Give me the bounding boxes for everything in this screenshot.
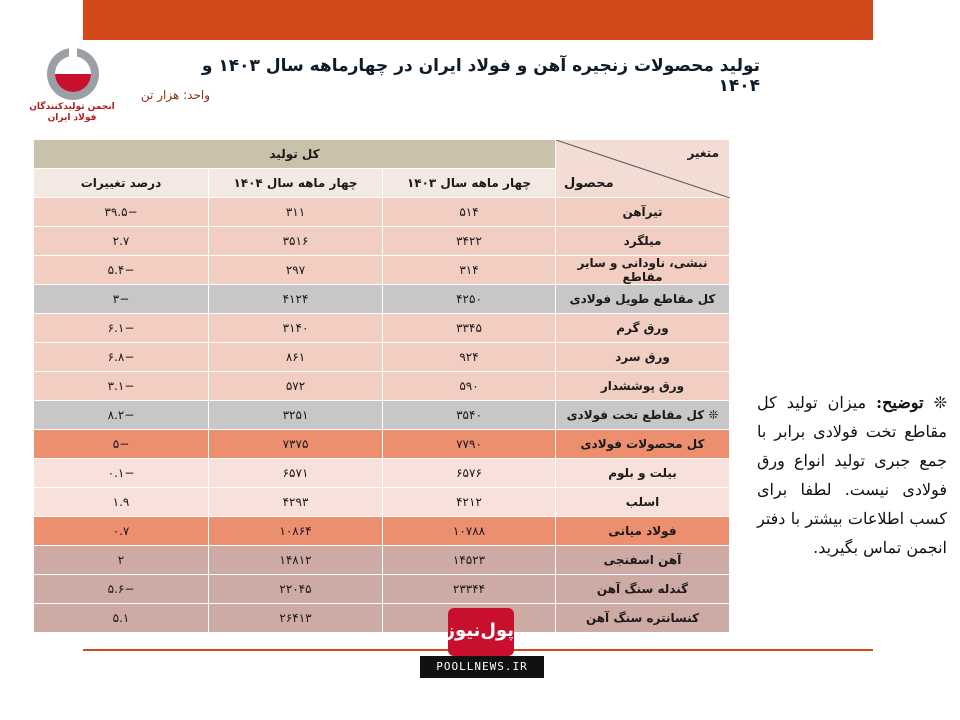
row-product-name: ورق سرد bbox=[556, 343, 730, 372]
table-row bbox=[34, 546, 730, 575]
row-product-name: ورق گرم bbox=[556, 314, 730, 343]
row-product-name: کنسانتره سنگ آهن bbox=[556, 604, 730, 633]
explanation-note bbox=[757, 388, 947, 562]
table-row bbox=[34, 604, 730, 633]
row-value-1403: ۴۲۵۰ bbox=[383, 285, 556, 314]
row-value-1403: ۲۳۳۴۴ bbox=[383, 575, 556, 604]
table-row bbox=[34, 198, 730, 227]
row-change-percent: ۲ bbox=[34, 546, 209, 575]
row-product-name: بیلت و بلوم bbox=[556, 459, 730, 488]
row-product-name: فولاد میانی bbox=[556, 517, 730, 546]
row-product-name: ورق پوششدار bbox=[556, 372, 730, 401]
row-value-1404: ۲۶۴۱۳ bbox=[209, 604, 383, 633]
row-change-percent: −۰.۱ bbox=[34, 459, 209, 488]
column-header-1403: چهار ماهه سال ۱۴۰۳ bbox=[383, 169, 556, 198]
row-value-1404: ۲۲۰۴۵ bbox=[209, 575, 383, 604]
row-product-name: کل مقاطع طویل فولادی bbox=[556, 285, 730, 314]
row-value-1404: ۱۰۸۶۴ bbox=[209, 517, 383, 546]
row-change-percent: −۵.۴ bbox=[34, 256, 209, 285]
table-row bbox=[34, 517, 730, 546]
row-change-percent: −۳.۱ bbox=[34, 372, 209, 401]
row-change-percent: −۶.۱ bbox=[34, 314, 209, 343]
watermark-url: POOLLNEWS.IR bbox=[420, 656, 544, 678]
unit-label: واحد: هزار تن bbox=[140, 88, 210, 102]
row-product-name: تیرآهن bbox=[556, 198, 730, 227]
row-value-1403: ۳۴۲۲ bbox=[383, 227, 556, 256]
column-header-change: درصد تغییرات bbox=[34, 169, 209, 198]
row-value-1404: ۴۲۹۳ bbox=[209, 488, 383, 517]
row-value-1403: ۱۰۷۸۸ bbox=[383, 517, 556, 546]
row-value-1403: ۳۵۴۰ bbox=[383, 401, 556, 430]
note-heading: توضیح: bbox=[876, 393, 924, 412]
column-header-1404: چهار ماهه سال ۱۴۰۴ bbox=[209, 169, 383, 198]
table-row bbox=[34, 459, 730, 488]
page-title: تولید محصولات زنجیره آهن و فولاد ایران در چهارماهه سال ۱۴۰۳ و ۱۴۰۴ bbox=[201, 56, 760, 96]
row-value-1404: ۱۴۸۱۲ bbox=[209, 546, 383, 575]
top-accent-bar bbox=[83, 0, 873, 40]
row-product-name: اسلب bbox=[556, 488, 730, 517]
row-value-1403: ۴۲۱۲ bbox=[383, 488, 556, 517]
row-product-name: ❊ کل مقاطع تخت فولادی bbox=[556, 401, 730, 430]
row-value-1403: ۵۱۴ bbox=[383, 198, 556, 227]
row-change-percent: −۵ bbox=[34, 430, 209, 459]
corner-variable-label: متغیر bbox=[687, 146, 719, 160]
total-production-header: کل تولید bbox=[34, 140, 556, 169]
row-value-1404: ۳۵۱۶ bbox=[209, 227, 383, 256]
table-corner-cell bbox=[556, 140, 730, 198]
row-value-1403: ۱۴۵۲۳ bbox=[383, 546, 556, 575]
row-value-1403: ۳۳۴۵ bbox=[383, 314, 556, 343]
row-value-1403: ۶۵۷۶ bbox=[383, 459, 556, 488]
row-change-percent: −۵.۶ bbox=[34, 575, 209, 604]
row-change-percent: ۲.۷ bbox=[34, 227, 209, 256]
table-row bbox=[34, 285, 730, 314]
row-value-1404: ۴۱۲۴ bbox=[209, 285, 383, 314]
table-row bbox=[34, 430, 730, 459]
row-value-1403: ۵۹۰ bbox=[383, 372, 556, 401]
row-value-1403: ۳۱۴ bbox=[383, 256, 556, 285]
logo-emblem-icon bbox=[28, 44, 118, 106]
row-value-1403: ۹۲۴ bbox=[383, 343, 556, 372]
row-value-1404: ۲۹۷ bbox=[209, 256, 383, 285]
table-row bbox=[34, 256, 730, 285]
row-value-1404: ۸۶۱ bbox=[209, 343, 383, 372]
table-row bbox=[34, 575, 730, 604]
production-table bbox=[33, 139, 730, 633]
row-change-percent: ۵.۱ bbox=[34, 604, 209, 633]
row-value-1404: ۶۵۷۱ bbox=[209, 459, 383, 488]
row-value-1404: ۷۳۷۵ bbox=[209, 430, 383, 459]
row-change-percent: −۸.۲ bbox=[34, 401, 209, 430]
row-change-percent: ۱.۹ bbox=[34, 488, 209, 517]
row-product-name: میلگرد bbox=[556, 227, 730, 256]
table-row bbox=[34, 401, 730, 430]
note-marker: ❊ bbox=[933, 393, 947, 412]
table-row bbox=[34, 314, 730, 343]
row-value-1404: ۳۲۵۱ bbox=[209, 401, 383, 430]
note-text: میزان تولید کل مقاطع تخت فولادی برابر با جمع جبری تولید انواع ورق فولادی نیست. لطفا برای کسب اطلاعات بیشتر با دفتر انجمن تماس بگیرید. bbox=[757, 393, 947, 557]
row-product-name: کل محصولات فولادی bbox=[556, 430, 730, 459]
row-value-1404: ۳۱۴۰ bbox=[209, 314, 383, 343]
corner-product-label: محصول bbox=[564, 176, 614, 191]
row-value-1403: ۷۷۹۰ bbox=[383, 430, 556, 459]
row-product-name: گندله سنگ آهن bbox=[556, 575, 730, 604]
row-change-percent: −۶.۸ bbox=[34, 343, 209, 372]
row-change-percent: −۳۹.۵ bbox=[34, 198, 209, 227]
row-product-name: نبشی، ناودانی و سایر مقاطع bbox=[556, 256, 730, 285]
table-row bbox=[34, 488, 730, 517]
row-change-percent: −۳ bbox=[34, 285, 209, 314]
row-product-name: آهن اسفنجی bbox=[556, 546, 730, 575]
table-row bbox=[34, 372, 730, 401]
watermark-logo: پول‌نیوز bbox=[448, 608, 514, 656]
table-row bbox=[34, 343, 730, 372]
logo-caption: انجمن تولیدکنندگان فولاد ایران bbox=[29, 102, 115, 123]
row-value-1404: ۳۱۱ bbox=[209, 198, 383, 227]
table-row bbox=[34, 227, 730, 256]
row-value-1404: ۵۷۲ bbox=[209, 372, 383, 401]
row-change-percent: ۰.۷ bbox=[34, 517, 209, 546]
